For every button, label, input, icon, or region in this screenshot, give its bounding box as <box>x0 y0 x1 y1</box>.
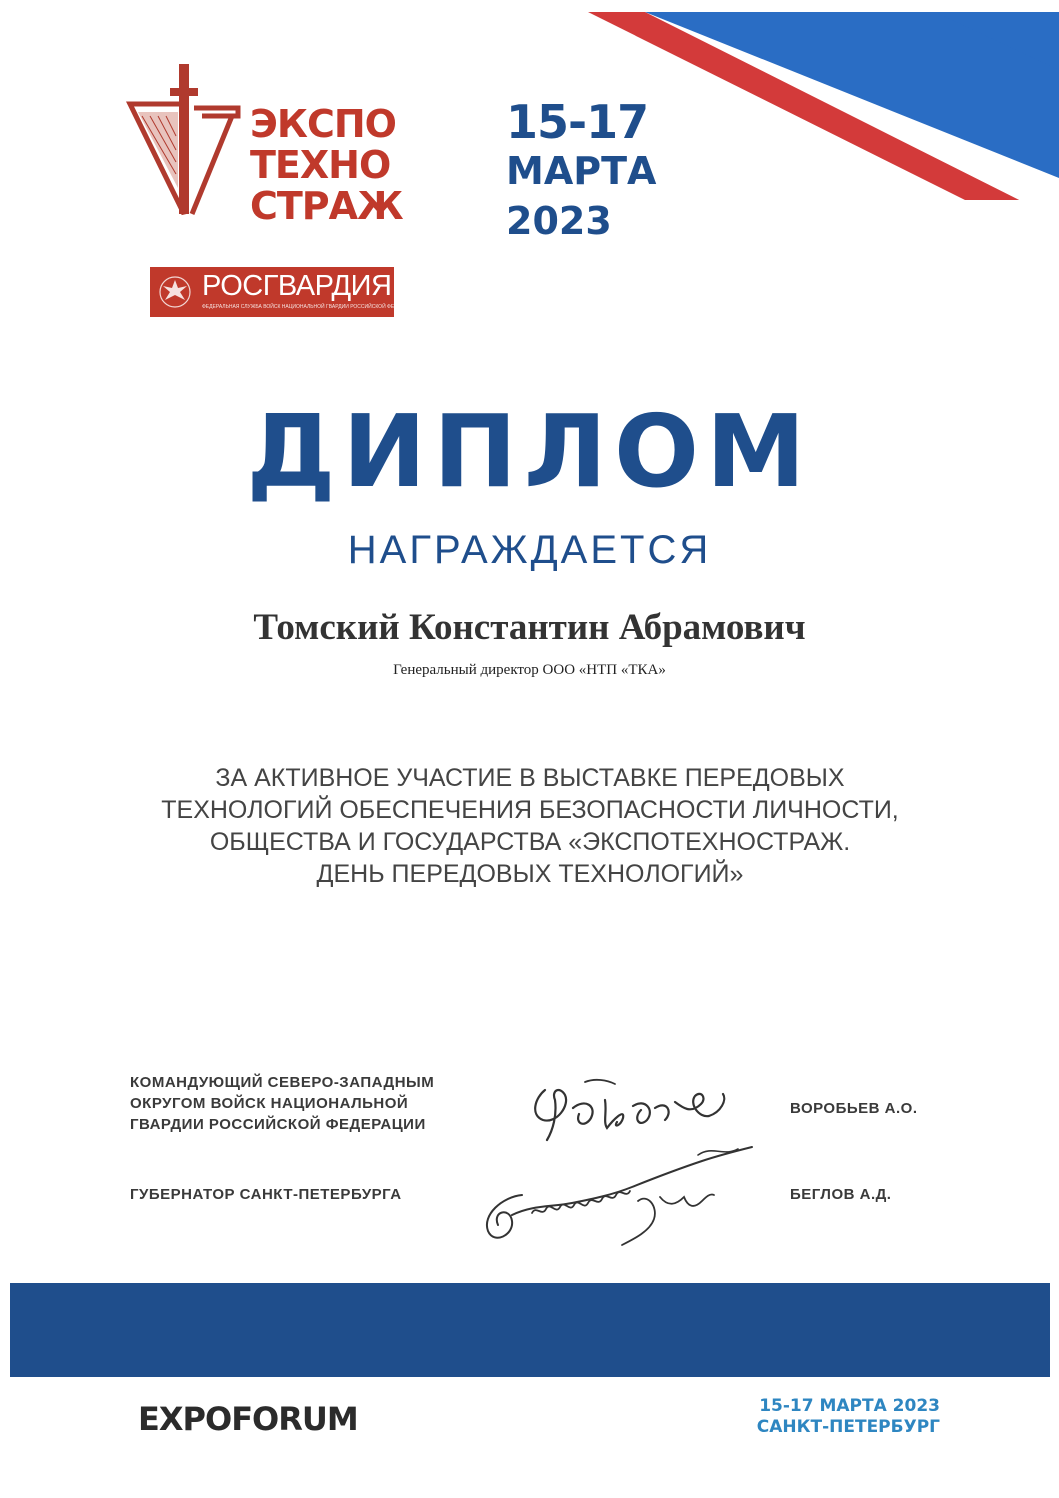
handwritten-signature-beglov <box>462 1135 762 1255</box>
footer-dates <box>700 1396 940 1438</box>
award-reason <box>60 762 1000 890</box>
signer-name-beglov: БЕГЛОВ А.Д. <box>790 1186 892 1203</box>
organizer-logo <box>150 267 419 317</box>
awarded-label: НАГРАЖДАЕТСЯ <box>347 528 712 572</box>
event-dates <box>506 95 657 246</box>
footer-blue-band <box>10 1283 1050 1377</box>
footer-city-line: САНКТ-ПЕТЕРБУРГ <box>756 1417 940 1437</box>
signer-title-line: ГУБЕРНАТОР САНКТ-ПЕТЕРБУРГА <box>130 1186 402 1203</box>
exhibition-logo-text <box>250 104 403 227</box>
signer-title-line: ОКРУГОМ ВОЙСК НАЦИОНАЛЬНОЙ <box>130 1095 409 1112</box>
eagle-emblem-icon <box>156 274 194 310</box>
recipient-position: Генеральный директор ООО «НТП «ТКА» <box>393 662 666 678</box>
footer-brand: EXPOFORUM <box>138 1400 358 1438</box>
organizer-name: РОСГВАРДИЯ <box>202 270 392 302</box>
reason-line: ОБЩЕСТВА И ГОСУДАРСТВА «ЭКСПОТЕХНОСТРАЖ. <box>209 828 851 856</box>
reason-line: ТЕХНОЛОГИЙ ОБЕСПЕЧЕНИЯ БЕЗОПАСНОСТИ ЛИЧНОСТИ, <box>161 796 899 824</box>
footer-dates-line: 15-17 МАРТА 2023 <box>759 1396 940 1416</box>
event-month: МАРТА <box>506 149 657 193</box>
logo-line: ТЕХНО <box>250 143 391 187</box>
signer-title-line: КОМАНДУЮЩИЙ СЕВЕРО-ЗАПАДНЫМ <box>130 1074 435 1091</box>
signer-name-vorobyev: ВОРОБЬЕВ А.О. <box>790 1100 918 1117</box>
reason-line: ЗА АКТИВНОЕ УЧАСТИЕ В ВЫСТАВКЕ ПЕРЕДОВЫХ <box>215 764 845 792</box>
shield-sword-icon <box>126 64 246 224</box>
signer-title-governor <box>130 1184 402 1205</box>
reason-line: ДЕНЬ ПЕРЕДОВЫХ ТЕХНОЛОГИЙ» <box>316 860 744 888</box>
event-year: 2023 <box>506 199 612 243</box>
logo-line: СТРАЖ <box>250 184 403 228</box>
signer-title-commander <box>130 1072 434 1135</box>
event-days: 15-17 <box>506 95 649 149</box>
recipient-name: Томский Константин Абрамович <box>253 607 806 648</box>
logo-line: ЭКСПО <box>250 102 396 146</box>
signer-title-line: ГВАРДИИ РОССИЙСКОЙ ФЕДЕРАЦИИ <box>130 1116 426 1133</box>
diploma-title: ДИПЛОМ <box>246 393 813 510</box>
organizer-subtitle: ФЕДЕРАЛЬНАЯ СЛУЖБА ВОЙСК НАЦИОНАЛЬНОЙ ГВАРДИИ РОССИЙСКОЙ ФЕДЕРАЦИИ <box>202 304 419 310</box>
